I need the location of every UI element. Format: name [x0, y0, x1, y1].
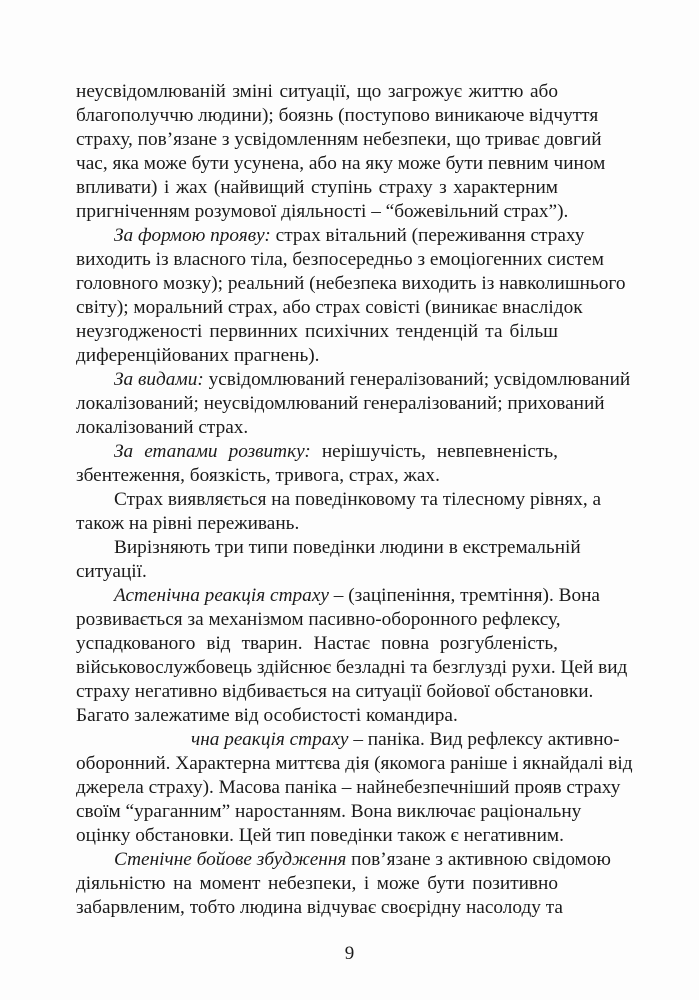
text-line	[76, 224, 585, 248]
italic-term: Стенічне бойове збудження	[114, 849, 347, 870]
text-line	[76, 176, 558, 200]
line-text: Страх виявляється на поведінковому та тілесному рівнях, а	[114, 489, 602, 510]
text-line	[76, 896, 563, 920]
line-text: благополуччю людини); боязнь (поступово виникаюче відчуття	[76, 105, 599, 126]
text-line	[76, 848, 611, 872]
line-text: нерішучість, невпевненість,	[310, 441, 558, 462]
line-text: локалізований страх.	[76, 417, 249, 438]
text-line	[76, 344, 558, 368]
line-text: ситуації.	[76, 561, 147, 582]
text-line	[76, 824, 564, 848]
line-text: головного мозку); реальний (небезпека виходить із навколишнього	[76, 273, 626, 294]
line-text: своїм “ураганним” наростанням. Вона виключає раціональну	[76, 801, 582, 822]
text-line	[76, 608, 561, 632]
text-line	[76, 248, 604, 272]
text-line	[76, 368, 631, 392]
text-line	[76, 488, 602, 512]
line-text: локалізований; неусвідомлюваний генералізований; прихований	[76, 393, 605, 414]
text-line	[191, 728, 620, 752]
line-text: неузгодженості первинних психічних тенденцій та більш	[76, 321, 558, 342]
line-text: неусвідомлюваній зміні ситуації, що загрожує життю або	[76, 81, 558, 102]
line-text: усвідомлюваний генералізований; усвідомлюваний	[203, 369, 631, 390]
line-text: страх вітальний (переживання страху	[270, 225, 585, 246]
line-text: збентеження, боязкість, тривога, страх, жах.	[76, 465, 440, 486]
italic-term: За формою прояву:	[114, 225, 271, 246]
line-text: страху негативно відбивається на ситуації бойової обстановки.	[76, 681, 594, 702]
text-line	[76, 800, 582, 824]
italic-term: Астенічна реакція страху	[114, 585, 329, 606]
text-line	[76, 584, 600, 608]
line-text: військовослужбовець здійснює безладні та безглузді рухи. Цей вид	[76, 657, 628, 678]
text-line	[76, 152, 606, 176]
page-number: 9	[344, 943, 355, 964]
text-line	[76, 536, 581, 560]
text-line	[76, 128, 602, 152]
line-text: впливати) і жах (найвищий ступінь страху з характерним	[76, 177, 558, 198]
text-line	[76, 416, 558, 440]
line-text: оборонний. Характерна миттєва дія (якомога раніше і якнайдалі від	[76, 753, 633, 774]
line-text: – паніка. Вид рефлексу активно-	[348, 729, 620, 750]
italic-term: За видами:	[114, 369, 204, 390]
text-line	[76, 392, 605, 416]
line-text: час, яка може бути усунена, або на яку може бути певним чином	[76, 153, 606, 174]
text-line	[76, 560, 558, 584]
line-text: світу); моральний страх, або страх совісті (виникає внаслідок	[76, 297, 583, 318]
text-line	[76, 80, 558, 104]
text-line	[76, 296, 583, 320]
line-text: пригніченням розумової діяльності – “божевільний страх”).	[76, 201, 569, 222]
text-line	[76, 656, 628, 680]
line-text: Вирізняють три типи поведінки людини в екстремальній	[114, 537, 581, 558]
line-text: діяльністю на момент небезпеки, і може бути позитивно	[76, 873, 558, 894]
text-line	[76, 320, 558, 344]
line-text: диференційованих прагнень).	[76, 345, 320, 366]
text-line	[76, 200, 569, 224]
text-line	[76, 752, 633, 776]
line-text: оцінку обстановки. Цей тип поведінки також є негативним.	[76, 825, 564, 846]
line-text: успадкованого від тварин. Настає повна розгубленість,	[76, 633, 558, 654]
line-text: Багато залежатиме від особистості командира.	[76, 705, 458, 726]
text-line	[76, 776, 621, 800]
italic-term: чна реакція страху	[191, 729, 349, 750]
line-text: виходить із власного тіла, безпосередньо з емоціогенних систем	[76, 249, 604, 270]
line-text: – (заціпеніння, тремтіння). Вона	[328, 585, 600, 606]
line-text: джерела страху). Масова паніка – найнебезпечніший прояв страху	[76, 777, 621, 798]
text-line	[76, 104, 599, 128]
text-line	[76, 872, 558, 896]
line-text: забарвленим, тобто людина відчуває своєрідну насолоду та	[76, 897, 563, 918]
text-line	[76, 704, 558, 728]
text-line	[76, 440, 558, 464]
text-line	[76, 512, 558, 536]
line-text: страху, пов’язане з усвідомленням небезпеки, що триває довгий	[76, 129, 602, 150]
text-line	[76, 680, 594, 704]
text-line	[76, 272, 626, 296]
text-line	[76, 632, 558, 656]
line-text: пов’язане з активною свідомою	[346, 849, 611, 870]
text-line	[76, 464, 558, 488]
line-text: також на рівні переживань.	[76, 513, 300, 534]
italic-term: За етапами розвитку:	[114, 441, 311, 462]
line-text: розвивається за механізмом пасивно-оборонного рефлексу,	[76, 609, 561, 630]
